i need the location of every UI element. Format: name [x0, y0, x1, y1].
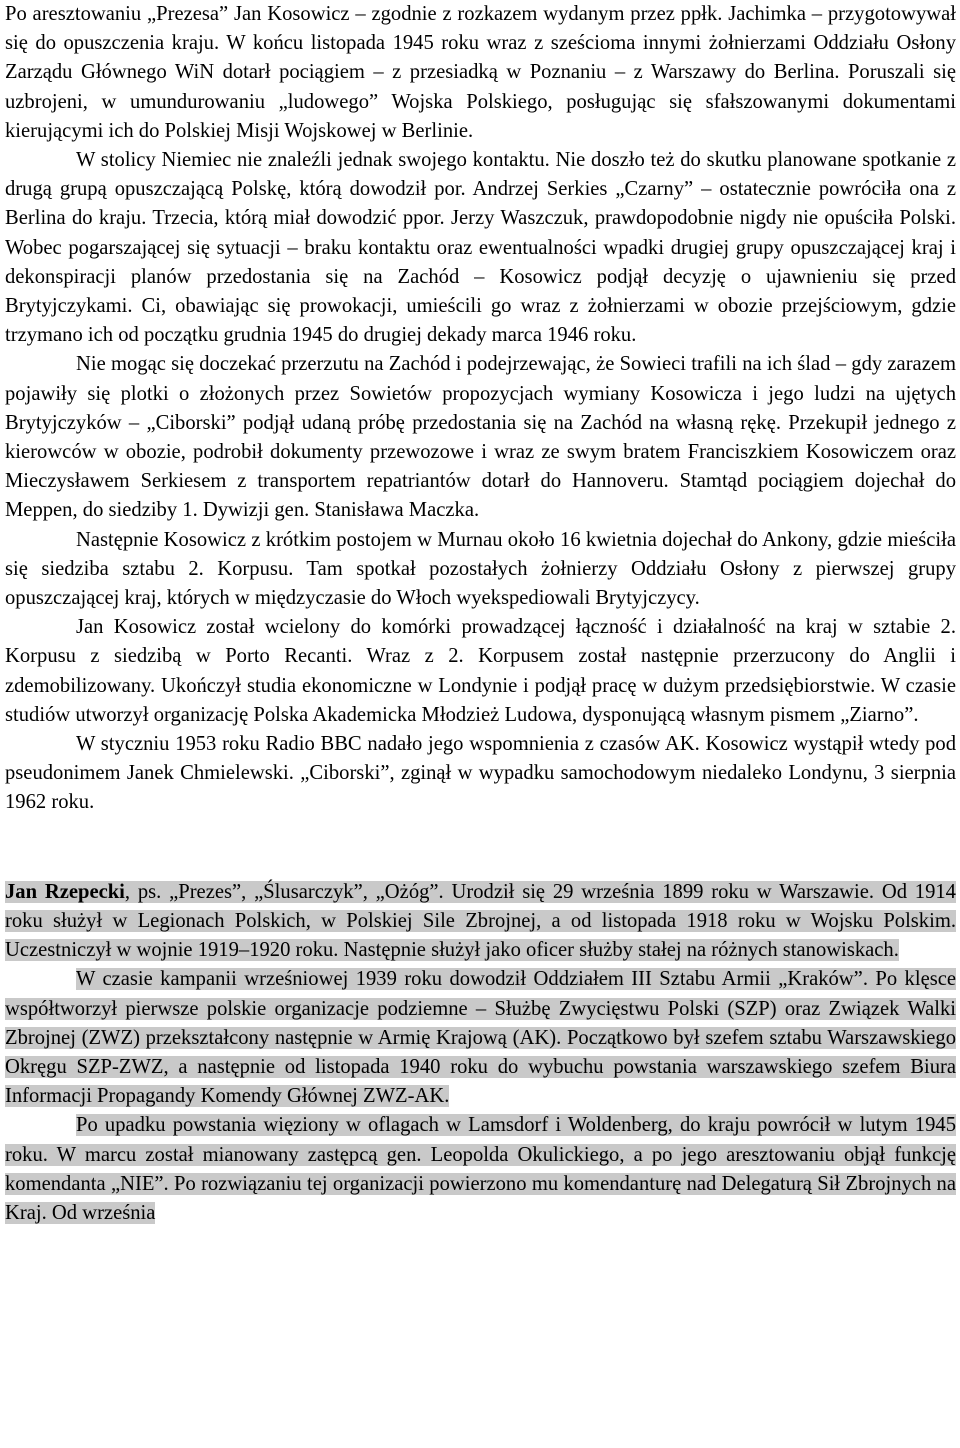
document-page: [5, 0, 956, 1228]
biography-paragraph-3: [5, 1111, 956, 1228]
paragraph-6: W styczniu 1953 roku Radio BBC nadało jego wspomnienia z czasów AK. Kosowicz wystąpił wtedy pod pseudonimem Janek Chmielewski. „Ciborski”, zginął w wypadku samochodowym niedaleko Londynu, 3 sierpnia 1962 roku.: [5, 733, 956, 814]
biography-paragraph-2: [5, 965, 956, 1111]
paragraph-5: Jan Kosowicz został wcielony do komórki prowadzącej łączność i działalność na kraj w sztabie 2. Korpusu z siedzibą w Porto Recanti. Wraz z 2. Korpusem został następnie przerzucony do Anglii i zdemobilizowany. Ukończył studia ekonomiczne w Londynie i podjął pracę w dużym przedsiębiorstwie. W czasie studiów utworzył organizację Polska Akademicka Młodzież Ludowa, dysponującą własnym pismem „Ziarno”.: [5, 616, 956, 726]
biography-name: Jan Rzepecki: [5, 880, 125, 903]
paragraph-4: Następnie Kosowicz z krótkim postojem w Murnau około 16 kwietnia dojechał do Ankony, gdzie mieściła się siedziba sztabu 2. Korpusu. Tam spotkał pozostałych żołnierzy Oddziału Osłony z pierwszej grupy opuszczającej kraj, których w międzyczasie do Włoch wyekspediowali Brytyjczycy.: [5, 528, 956, 610]
biography-paragraph-3-text: Po upadku powstania więziony w oflagach w Lamsdorf i Woldenberg, do kraju powrócił w lutym 1945 roku. W marcu został mianowany zastępcą gen. Leopolda Okulickiego, a po jego aresztowaniu objął funkcję komendanta „NIE”. Po rozwiązaniu tej organizacji powierzono mu komendanturę nad Delegaturą Sił Zbrojnych na Kraj. Od września: [5, 1114, 956, 1224]
paragraph-2: W stolicy Niemiec nie znaleźli jednak swojego kontaktu. Nie doszło też do skutku planowane spotkanie z drugą grupą opuszczającą Polskę, którą dowodził por. Andrzej Serkies „Czarny” – ostatecznie powróciła ona z Berlina do kraju. Trzecia, którą miał dowodzić ppor. Jerzy Waszczuk, prawdopodobnie nigdy nie opuściła Polski. Wobec pogarszającej się sytuacji – braku kontaktu oraz ewentualności wpadki drugiej grupy opuszczającej kraj i dekonspiracji planów przedostania się na Zachód – Kosowicz podjął decyzję o ujawnieniu się przed Brytyjczykami. Ci, obawiając się prowokacji, umieścili go wraz z żołnierzami w obozie przejściowym, gdzie trzymano ich od początku grudnia 1945 do drugiej dekady marca 1946 roku.: [5, 149, 956, 347]
paragraph-3: Nie mogąc się doczekać przerzutu na Zachód i podejrzewając, że Sowieci trafili na ich ślad – gdy zarazem pojawiły się plotki o złożonych przez Sowietów propozycjach wymiany Kosowicza i jego ludzi na ujętych Brytyjczyków – „Ciborski” podjął udaną próbę przedostania się na Zachód na własną rękę. Przekupił jednego z kierowców w obozie, podrobił dokumenty przewozowe i wraz ze swym bratem Franciszkiem Kosowiczem oraz Mieczysławem Serkiesem z transportem repatriantów dotarł do Hannoveru. Stamtąd pociągiem dojechał do Meppen, do siedziby 1. Dywizji gen. Stanisława Maczka.: [5, 353, 956, 522]
section-gap: [5, 818, 956, 878]
biography-paragraph-1: [5, 878, 956, 966]
paragraph-1: Po aresztowaniu „Prezesa” Jan Kosowicz – zgodnie z rozkazem wydanym przez ppłk. Jachimka – przygotowywał się do opuszczenia kraju. W końcu listopada 1945 roku wraz z sześcioma innymi żołnierzami Oddziału Osłony Zarządu Głównego WiN dotarł pociągiem – z przesiadką w Poznaniu – z Warszawy do Berlina. Poruszali się uzbrojeni, w umundurowaniu „ludowego” Wojska Polskiego, posługując się sfałszowanymi dokumentami kierującymi ich do Polskiej Misji Wojskowej w Berlinie.: [5, 3, 956, 142]
biography-intro-text: , ps. „Prezes”, „Ślusarczyk”, „Ożóg”. Urodził się 29 września 1899 roku w Warszawie. Od 1914 roku służył w Legionach Polskich, w Polskiej Sile Zbrojnej, a od listopada 1918 roku w Wojsku Polskim. Uczestniczył w wojnie 1919–1920 roku. Następnie służył jako oficer służby stałej na różnych stanowiskach.: [5, 880, 956, 962]
biography-paragraph-2-text: W czasie kampanii wrześniowej 1939 roku dowodził Oddziałem III Sztabu Armii „Kraków”. Po klęsce współtworzył pierwsze polskie organizacje podziemne – Służbę Zwycięstwu Polski (SZP) oraz Związek Walki Zbrojnej (ZWZ) przekształcony następnie w Armię Krajową (AK). Początkowo był szefem sztabu Warszawskiego Okręgu SZP-ZWZ, a następnie od listopada 1940 roku do wybuchu powstania warszawskiego szefem Biura Informacji Propagandy Komendy Głównej ZWZ-AK.: [5, 968, 956, 1108]
